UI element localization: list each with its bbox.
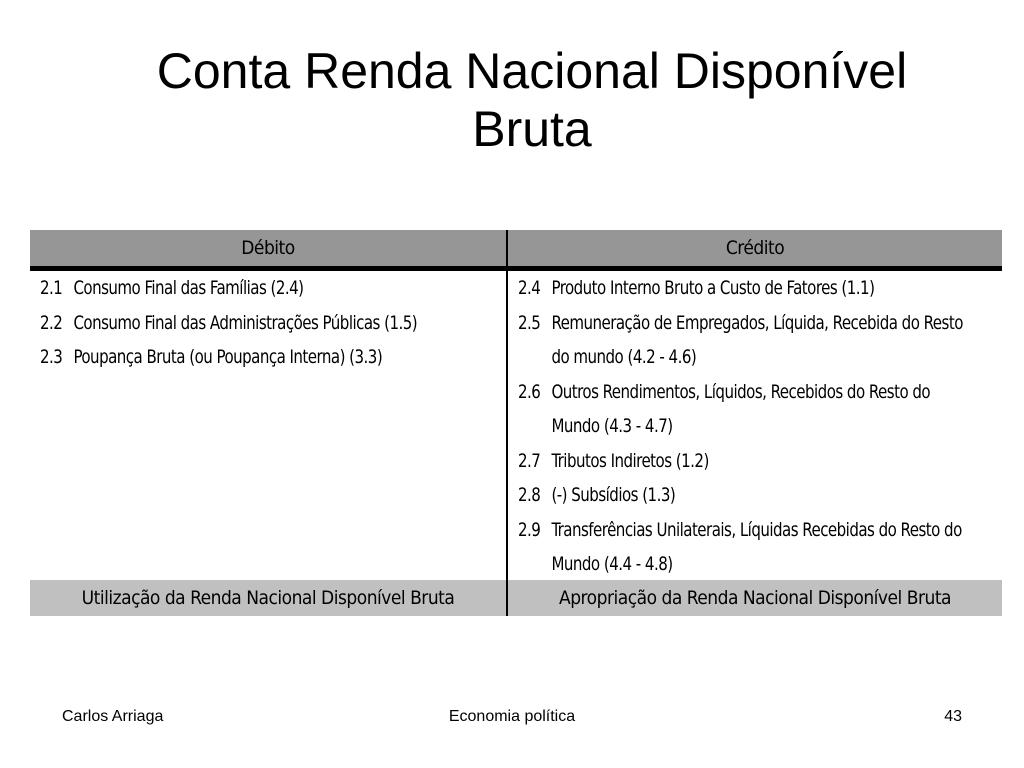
item-number: 2.1 [40,277,63,299]
credit-item [518,444,976,479]
item-text: Transferências Unilaterais, Líquidas Recebidas do Resto do Mundo (4.4 - 4.8) [551,518,962,575]
item-number: 2.7 [518,449,541,472]
debit-item [40,306,499,341]
item-text: Remuneração de Empregados, Líquida, Recebida do Resto do mundo (4.2 - 4.6) [551,311,963,368]
debit-column [40,271,500,375]
item-text: Produto Interno Bruto a Custo de Fatores (1.1) [551,277,875,299]
header-debit: Débito [241,237,295,259]
item-number: 2.9 [518,518,541,541]
item-text: Consumo Final das Administrações Públicas (1.5) [73,311,418,334]
credit-column [518,271,998,582]
footer-author: Carlos Arriaga [62,708,164,725]
item-number: 2.6 [518,380,541,403]
footer-page-number: 43 [944,708,962,725]
header-credit: Crédito [725,237,785,259]
table-totals-row [30,580,1002,616]
credit-item [518,375,976,444]
item-text: Tributos Indiretos (1.2) [551,449,709,472]
slide-title-line-2: Bruta [472,101,592,157]
item-number: 2.5 [518,311,541,334]
table-body [30,271,1002,580]
item-number: 2.3 [40,346,63,368]
item-text: (-) Subsídios (1.3) [551,484,676,506]
slide-title [60,42,1004,158]
credit-item [518,271,976,306]
credit-item [518,513,976,582]
slide-title-line-1: Conta Renda Nacional Disponível [156,43,908,99]
item-number: 2.4 [518,277,541,299]
debit-total: Utilização da Renda Nacional Disponível Bruta [81,587,455,609]
item-text: Poupança Bruta (ou Poupança Interna) (3.3) [73,346,383,368]
table-header [30,230,1002,266]
debit-item [40,340,499,375]
item-number: 2.8 [518,484,541,506]
item-number: 2.2 [40,311,63,334]
debit-item [40,271,499,306]
footer-course: Economia política [448,708,576,725]
t-account-table [30,230,1002,616]
item-text: Consumo Final das Famílias (2.4) [73,277,304,299]
credit-total: Apropriação da Renda Nacional Disponível Bruta [559,587,951,609]
credit-item [518,306,976,375]
column-divider [506,230,508,616]
item-text: Outros Rendimentos, Líquidos, Recebidos do Resto do Mundo (4.3 - 4.7) [551,380,931,437]
credit-item [518,478,976,513]
